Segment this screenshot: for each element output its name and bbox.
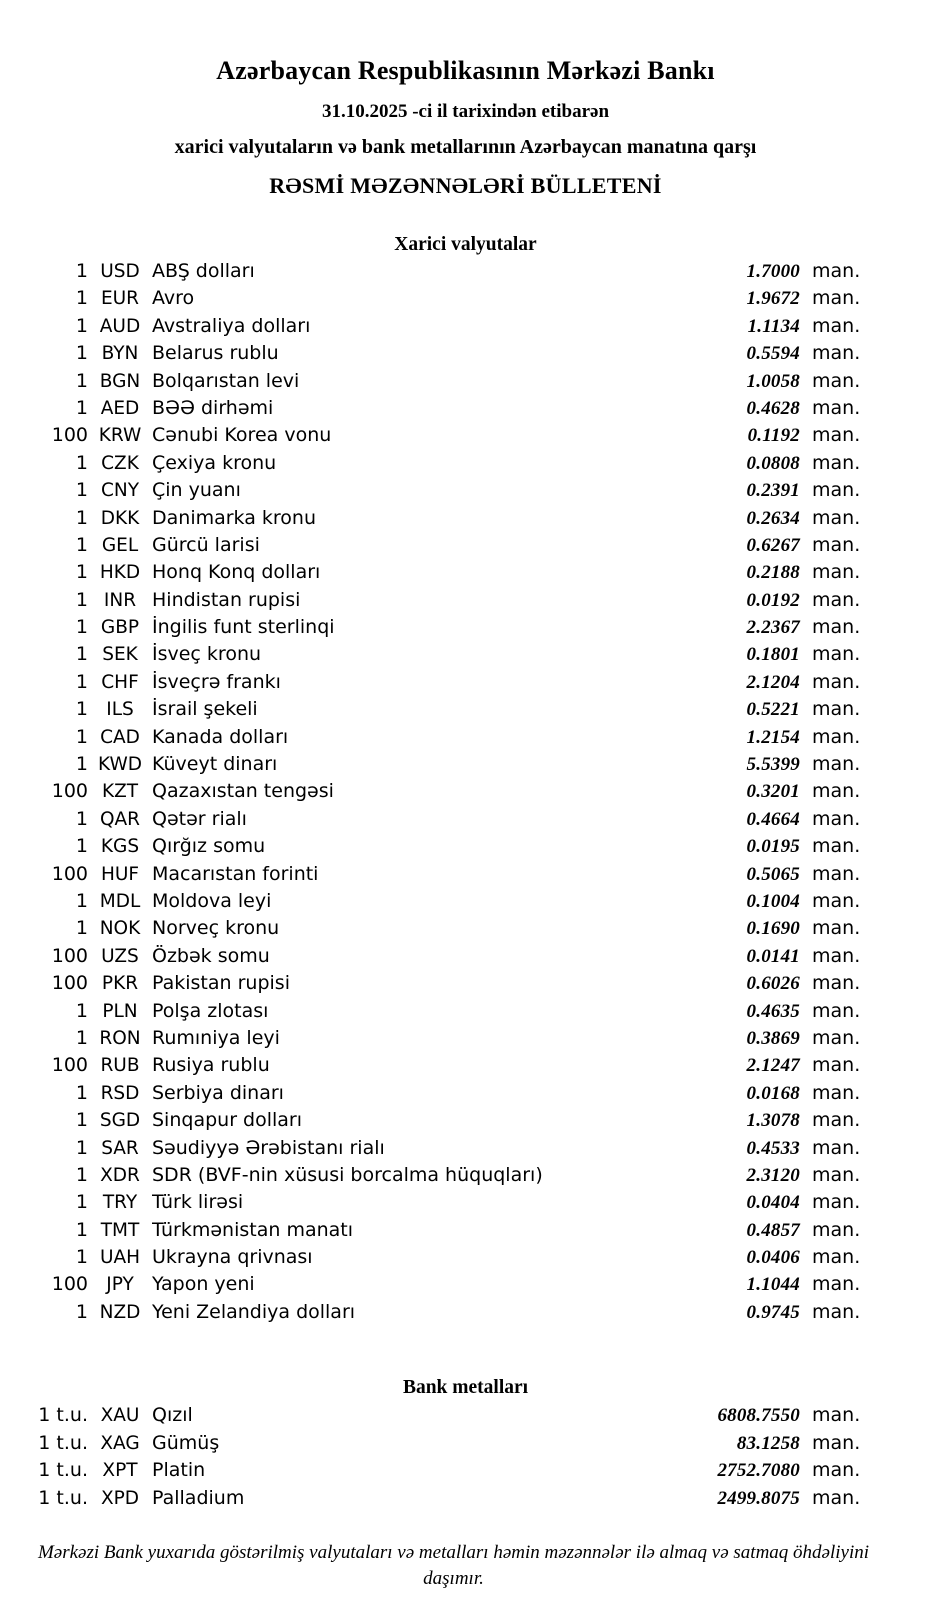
manat-unit-label: man. <box>812 1163 861 1186</box>
currency-code: UAH <box>99 1247 141 1269</box>
currency-code: PLN <box>102 1000 138 1022</box>
rate-value: 0.6026 <box>746 973 800 995</box>
manat-unit-label: man. <box>812 1487 861 1510</box>
currency-quantity: 100 <box>51 862 88 885</box>
currency-code: BGN <box>99 370 141 392</box>
currency-rate-row <box>0 505 931 532</box>
currency-rate-row <box>0 340 931 367</box>
rate-value: 0.4635 <box>746 1000 800 1022</box>
currency-rate-row <box>0 1271 931 1298</box>
currency-code: QAR <box>99 808 141 830</box>
currency-quantity: 1 <box>75 1218 88 1241</box>
manat-unit-label: man. <box>812 1081 861 1104</box>
currency-name: Polşa zlotası <box>152 999 269 1022</box>
currency-name: SDR (BVF-nin xüsusi borcalma hüquqları) <box>152 1163 543 1186</box>
currency-code: KRW <box>98 425 142 447</box>
manat-unit-label: man. <box>812 944 861 967</box>
rate-value: 0.4664 <box>746 808 800 830</box>
rate-value: 0.5065 <box>746 863 800 885</box>
currency-rate-row <box>0 313 931 340</box>
currency-code: KWD <box>97 754 142 776</box>
currency-name: Rumıniya leyi <box>152 1026 280 1049</box>
manat-unit-label: man. <box>812 451 861 474</box>
currency-quantity: 1 <box>75 1136 88 1159</box>
metal-rate-table <box>0 1402 931 1512</box>
manat-unit-label: man. <box>812 643 861 666</box>
manat-unit-label: man. <box>812 1404 861 1427</box>
currency-rate-row <box>0 641 931 668</box>
currency-quantity: 1 <box>75 588 88 611</box>
rate-value: 0.2188 <box>746 562 800 584</box>
currency-name: Qırğız somu <box>152 835 266 858</box>
currency-quantity: 1 <box>75 1191 88 1214</box>
metal-quantity: 1 t.u. <box>38 1431 88 1454</box>
currency-name: Türk lirəsi <box>152 1191 244 1214</box>
currency-name: Kanada dolları <box>152 725 289 748</box>
manat-unit-label: man. <box>812 424 861 447</box>
manat-unit-label: man. <box>812 725 861 748</box>
rate-value: 2499.8075 <box>717 1488 800 1510</box>
currency-code: NZD <box>99 1301 141 1323</box>
manat-unit-label: man. <box>812 1300 861 1323</box>
rate-value: 2.3120 <box>746 1164 800 1186</box>
currency-rate-row <box>0 1217 931 1244</box>
rate-value: 0.0404 <box>746 1192 800 1214</box>
currency-rate-row <box>0 1025 931 1052</box>
currency-quantity: 1 <box>75 698 88 721</box>
currency-quantity: 1 <box>75 260 88 282</box>
currency-name: Danimarka kronu <box>152 506 317 529</box>
currency-rate-row <box>0 696 931 723</box>
currency-quantity: 1 <box>75 479 88 502</box>
manat-unit-label: man. <box>812 533 861 556</box>
rate-value: 0.5221 <box>746 699 800 721</box>
currency-quantity: 1 <box>75 889 88 912</box>
currency-quantity: 1 <box>75 533 88 556</box>
rate-value: 0.6267 <box>746 534 800 556</box>
currency-rate-row <box>0 724 931 751</box>
rate-value: 0.1801 <box>746 644 800 666</box>
metal-name: Palladium <box>152 1487 245 1510</box>
metal-rate-row <box>0 1485 931 1513</box>
currency-name: İsveç kronu <box>152 643 262 666</box>
rate-value: 0.3869 <box>746 1027 800 1049</box>
currency-quantity: 1 <box>75 451 88 474</box>
manat-unit-label: man. <box>812 889 861 912</box>
metal-code: XAG <box>100 1432 140 1454</box>
rate-value: 1.3078 <box>746 1110 800 1132</box>
manat-unit-label: man. <box>812 588 861 611</box>
rate-value: 0.0192 <box>746 589 800 611</box>
currency-code: GBP <box>100 617 140 639</box>
currency-rate-row <box>0 998 931 1025</box>
rate-value: 0.0141 <box>746 945 800 967</box>
currency-rate-row <box>0 915 931 942</box>
rate-value: 0.4857 <box>746 1219 800 1241</box>
manat-unit-label: man. <box>812 670 861 693</box>
manat-unit-label: man. <box>812 314 861 337</box>
manat-unit-label: man. <box>812 917 861 940</box>
currency-code: NOK <box>99 918 141 940</box>
currency-rate-row <box>0 614 931 641</box>
currency-code: ILS <box>106 699 134 721</box>
manat-unit-label: man. <box>812 1191 861 1214</box>
currency-quantity: 1 <box>75 1026 88 1049</box>
manat-unit-label: man. <box>812 260 861 282</box>
currency-name: ABŞ dolları <box>152 260 255 282</box>
currency-name: Avstraliya dolları <box>152 314 311 337</box>
manat-unit-label: man. <box>812 1218 861 1241</box>
manat-unit-label: man. <box>812 835 861 858</box>
currency-code: BYN <box>101 343 139 365</box>
currency-code: INR <box>103 589 137 611</box>
currency-code: HUF <box>100 863 140 885</box>
currency-rate-row <box>0 1162 931 1189</box>
rate-value: 0.2391 <box>746 480 800 502</box>
currency-code: MDL <box>99 890 141 912</box>
currency-rate-row <box>0 861 931 888</box>
currency-rate-row <box>0 532 931 559</box>
currency-code: SEK <box>102 644 138 666</box>
rate-value: 0.4533 <box>746 1137 800 1159</box>
rate-value: 0.0195 <box>746 836 800 858</box>
rate-value: 0.1004 <box>746 890 800 912</box>
currency-rate-row <box>0 1080 931 1107</box>
currency-rate-row <box>0 669 931 696</box>
currency-rate-row <box>0 477 931 504</box>
rate-value: 0.2634 <box>746 507 800 529</box>
manat-unit-label: man. <box>812 1273 861 1296</box>
currency-code: EUR <box>100 288 140 310</box>
disclaimer-text: Mərkəzi Bank yuxarıda göstərilmiş valyutaları və metalları həmin məzənnələr ilə almaq və satmaq öhdəliyini daşımır. <box>37 1541 870 1589</box>
currency-name: Belarus rublu <box>152 342 279 365</box>
currency-code: TMT <box>100 1219 140 1241</box>
currency-quantity: 100 <box>51 1273 88 1296</box>
bank-title: Azərbaycan Respublikasının Mərkəzi Bankı <box>216 56 715 85</box>
currency-quantity: 1 <box>75 725 88 748</box>
manat-unit-label: man. <box>812 753 861 776</box>
currency-quantity: 1 <box>75 670 88 693</box>
manat-unit-label: man. <box>812 1246 861 1269</box>
rate-value: 0.0406 <box>746 1247 800 1269</box>
manat-unit-label: man. <box>812 342 861 365</box>
rate-value: 83.1258 <box>736 1432 800 1454</box>
currency-code: AUD <box>99 315 141 337</box>
currency-name: Küveyt dinarı <box>152 753 278 776</box>
rate-value: 0.9745 <box>746 1301 800 1323</box>
currency-code: USD <box>100 261 140 282</box>
bulletin-subtitle: xarici valyutaların və bank metallarının Azərbaycan manatına qarşı <box>174 136 757 158</box>
currency-quantity: 1 <box>75 369 88 392</box>
rate-value: 2.1204 <box>746 671 800 693</box>
currency-name: Sinqapur dolları <box>152 1109 303 1132</box>
currency-name: Özbək somu <box>152 944 270 967</box>
currency-code: CZK <box>101 452 139 474</box>
currency-quantity: 1 <box>75 506 88 529</box>
currency-code: KGS <box>100 836 140 858</box>
rate-value: 0.4628 <box>746 397 800 419</box>
currency-code: AED <box>100 397 140 419</box>
manat-unit-label: man. <box>812 1109 861 1132</box>
metal-code: XPD <box>100 1488 140 1510</box>
manat-unit-label: man. <box>812 479 861 502</box>
currency-rate-row <box>0 1299 931 1326</box>
metal-quantity: 1 t.u. <box>38 1459 88 1482</box>
metal-quantity: 1 t.u. <box>38 1404 88 1427</box>
currency-quantity: 1 <box>75 917 88 940</box>
rate-value: 0.0168 <box>746 1082 800 1104</box>
currency-name: Qazaxıstan tengəsi <box>152 780 334 803</box>
manat-unit-label: man. <box>812 862 861 885</box>
bulletin-header <box>0 0 931 199</box>
currency-code: JPY <box>106 1274 134 1296</box>
manat-unit-label: man. <box>812 1054 861 1077</box>
metal-name: Qızıl <box>152 1404 193 1427</box>
currency-name: Çin yuanı <box>152 479 241 502</box>
currency-name: Yapon yeni <box>152 1273 255 1296</box>
currency-quantity: 1 <box>75 999 88 1022</box>
currency-code: CHF <box>101 671 139 693</box>
rate-value: 1.7000 <box>746 261 800 282</box>
manat-unit-label: man. <box>812 369 861 392</box>
currency-code: SGD <box>99 1110 141 1132</box>
currency-rate-row <box>0 1052 931 1079</box>
currency-rate-row <box>0 751 931 778</box>
metal-name: Platin <box>152 1459 206 1482</box>
manat-unit-label: man. <box>812 287 861 310</box>
currency-name: Avro <box>152 287 195 310</box>
currency-code: RUB <box>100 1055 140 1077</box>
currency-name: İsrail şekeli <box>152 698 258 721</box>
currency-rate-row <box>0 368 931 395</box>
metal-rate-row <box>0 1430 931 1458</box>
manat-unit-label: man. <box>812 1459 861 1482</box>
currency-name: BƏƏ dirhəmi <box>152 396 274 419</box>
rate-value: 1.2154 <box>746 726 800 748</box>
currency-name: Səudiyyə Ərəbistanı rialı <box>152 1136 385 1159</box>
metal-code: XPT <box>102 1460 138 1482</box>
currency-name: Cənubi Korea vonu <box>152 424 332 447</box>
manat-unit-label: man. <box>812 396 861 419</box>
currency-rate-row <box>0 1135 931 1162</box>
currency-rate-row <box>0 285 931 312</box>
currency-rate-row <box>0 943 931 970</box>
rate-value: 2.1247 <box>746 1055 800 1077</box>
currency-quantity: 100 <box>51 972 88 995</box>
currency-name: Pakistan rupisi <box>152 972 290 995</box>
rate-value: 6808.7550 <box>717 1405 800 1427</box>
currency-rate-row <box>0 395 931 422</box>
currency-quantity: 1 <box>75 616 88 639</box>
rate-value: 2.2367 <box>746 617 800 639</box>
effective-date-line: 31.10.2025 -ci il tarixindən etibarən <box>321 101 610 122</box>
manat-unit-label: man. <box>812 999 861 1022</box>
manat-unit-label: man. <box>812 972 861 995</box>
currency-rate-row <box>0 258 931 285</box>
currency-quantity: 1 <box>75 1300 88 1323</box>
currency-rate-row <box>0 970 931 997</box>
currency-name: Türkmənistan manatı <box>152 1218 354 1241</box>
currency-quantity: 1 <box>75 342 88 365</box>
currency-rate-table <box>0 258 931 1326</box>
currency-code: UZS <box>101 945 139 967</box>
rate-value: 0.1192 <box>747 425 800 447</box>
currency-rate-row <box>0 833 931 860</box>
currency-code: XDR <box>100 1164 140 1186</box>
rate-value: 5.5399 <box>746 754 800 776</box>
metal-quantity: 1 t.u. <box>38 1487 88 1510</box>
manat-unit-label: man. <box>812 807 861 830</box>
metal-rate-row <box>0 1457 931 1485</box>
manat-unit-label: man. <box>812 561 861 584</box>
currency-quantity: 1 <box>75 807 88 830</box>
manat-unit-label: man. <box>812 616 861 639</box>
rate-value: 1.1044 <box>746 1274 800 1296</box>
currency-code: PKR <box>101 973 139 995</box>
currency-rate-row <box>0 806 931 833</box>
currency-quantity: 1 <box>75 287 88 310</box>
rate-value: 1.1134 <box>747 315 800 337</box>
currency-name: Hindistan rupisi <box>152 588 301 611</box>
currency-name: Norveç kronu <box>152 917 280 940</box>
currency-name: Qətər rialı <box>152 807 247 830</box>
rate-value: 1.0058 <box>746 370 800 392</box>
currency-rate-row <box>0 450 931 477</box>
currency-name: Gürcü larisi <box>152 533 260 556</box>
currency-name: Rusiya rublu <box>152 1054 270 1077</box>
currency-code: CNY <box>100 480 140 502</box>
currency-rate-row <box>0 1189 931 1216</box>
currency-rate-row <box>0 422 931 449</box>
manat-unit-label: man. <box>812 1026 861 1049</box>
currency-code: KZT <box>101 781 139 803</box>
rate-value: 0.0808 <box>746 452 800 474</box>
rate-value: 0.5594 <box>746 343 800 365</box>
manat-unit-label: man. <box>812 506 861 529</box>
currency-name: Macarıstan forinti <box>152 862 319 885</box>
currency-code: CAD <box>100 726 140 748</box>
currency-quantity: 100 <box>51 424 88 447</box>
currency-rate-row <box>0 1107 931 1134</box>
currency-code: RSD <box>100 1082 140 1104</box>
currency-name: İsveçrə frankı <box>152 670 281 693</box>
rate-value: 0.3201 <box>746 781 800 803</box>
manat-unit-label: man. <box>812 1136 861 1159</box>
currency-quantity: 1 <box>75 561 88 584</box>
currency-rate-row <box>0 1244 931 1271</box>
currency-rate-row <box>0 778 931 805</box>
currency-name: Ukrayna qrivnası <box>152 1246 313 1269</box>
bulletin-title: RƏSMİ MƏZƏNNƏLƏRİ BÜLLETENİ <box>269 173 662 198</box>
currency-code: SAR <box>101 1137 139 1159</box>
currency-quantity: 100 <box>51 780 88 803</box>
currency-code: HKD <box>99 562 141 584</box>
currency-code: RON <box>99 1027 141 1049</box>
currency-quantity: 1 <box>75 396 88 419</box>
currency-quantity: 1 <box>75 835 88 858</box>
currency-quantity: 100 <box>51 944 88 967</box>
metal-rate-row <box>0 1402 931 1430</box>
rate-value: 0.1690 <box>746 918 800 940</box>
currency-quantity: 1 <box>75 314 88 337</box>
currency-quantity: 1 <box>75 1163 88 1186</box>
currency-name: İngilis funt sterlinqi <box>152 616 335 639</box>
rate-value: 2752.7080 <box>717 1460 800 1482</box>
currency-quantity: 1 <box>75 1109 88 1132</box>
currency-rate-row <box>0 559 931 586</box>
currency-rate-row <box>0 888 931 915</box>
metal-code: XAU <box>100 1405 140 1427</box>
currency-name: Bolqarıstan levi <box>152 369 300 392</box>
currency-name: Yeni Zelandiya dolları <box>152 1300 356 1323</box>
currency-quantity: 1 <box>75 753 88 776</box>
currency-name: Çexiya kronu <box>152 451 277 474</box>
manat-unit-label: man. <box>812 1431 861 1454</box>
currency-quantity: 1 <box>75 1246 88 1269</box>
currency-code: TRY <box>102 1192 138 1214</box>
currency-rate-row <box>0 587 931 614</box>
currency-name: Honq Konq dolları <box>152 561 321 584</box>
metal-name: Gümüş <box>152 1431 220 1454</box>
currency-name: Moldova leyi <box>152 889 272 912</box>
currency-code: GEL <box>101 534 139 556</box>
manat-unit-label: man. <box>812 698 861 721</box>
rate-value: 1.9672 <box>746 288 800 310</box>
currency-name: Serbiya dinarı <box>152 1081 284 1104</box>
manat-unit-label: man. <box>812 780 861 803</box>
metals-section-title: Bank metalları <box>402 1377 529 1399</box>
currency-quantity: 1 <box>75 1081 88 1104</box>
currencies-section-title: Xarici valyutalar <box>394 234 537 255</box>
currency-quantity: 1 <box>75 643 88 666</box>
currency-code: DKK <box>100 507 140 529</box>
currency-quantity: 100 <box>51 1054 88 1077</box>
